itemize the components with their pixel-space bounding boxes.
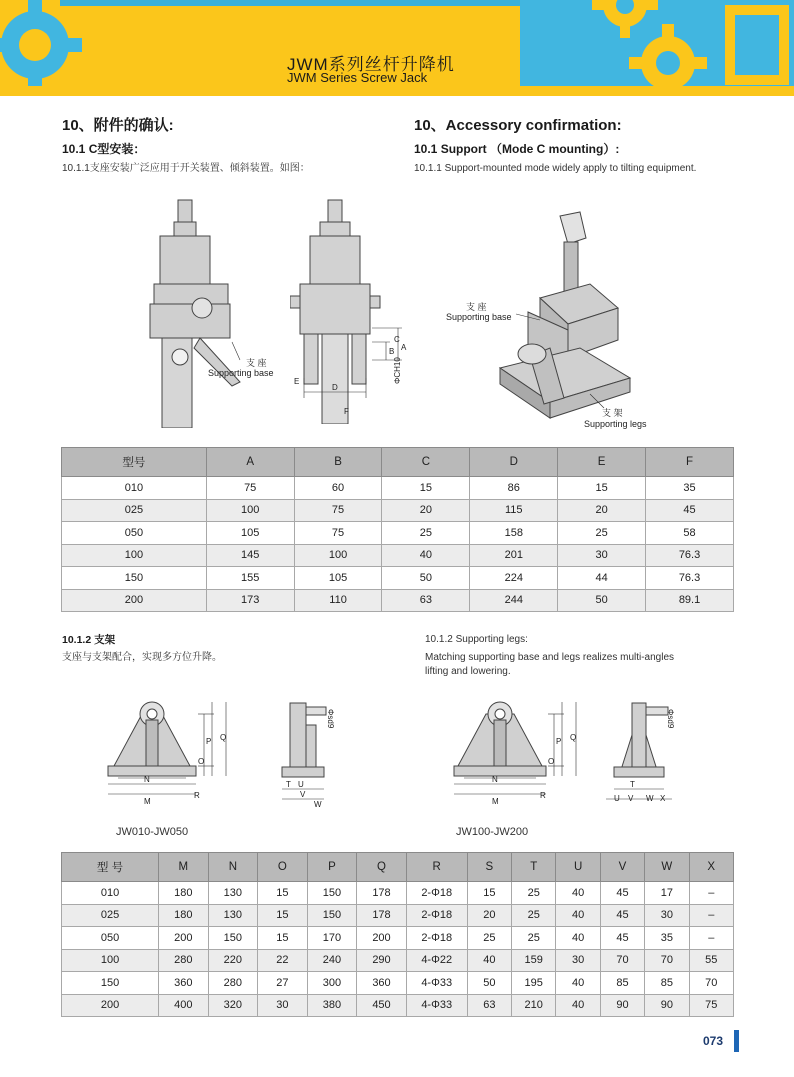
table-header-cell: M [159, 853, 209, 882]
table-cell: 200 [357, 927, 407, 950]
table-cell: 200 [62, 589, 207, 612]
table-row [62, 589, 734, 612]
table-cell: 4-Φ33 [406, 994, 467, 1017]
table-cell: 050 [62, 522, 207, 545]
table-cell: 30 [558, 544, 646, 567]
table-cell: 170 [307, 927, 357, 950]
table-cell: 280 [208, 972, 258, 995]
table-cell: 100 [206, 499, 294, 522]
table-cell: 15 [382, 477, 470, 500]
table-cell: 15 [258, 882, 308, 905]
legs-heading-en: 10.1.2 Supporting legs: [425, 634, 528, 645]
dim-c-label: C [394, 335, 400, 344]
table-cell: 30 [645, 904, 689, 927]
table-header-cell: E [558, 448, 646, 477]
table-cell: 90 [600, 994, 644, 1017]
table-cell: 150 [307, 904, 357, 927]
table-header-cell: D [470, 448, 558, 477]
table-cell: 89.1 [646, 589, 734, 612]
table-cell: 010 [62, 882, 159, 905]
leg-dim-m: M [144, 797, 151, 806]
table-cell: 25 [512, 882, 556, 905]
intro-text-zh: 10.1.1支座安装广泛应用于开关装置、倾斜装置。如图： [62, 163, 310, 174]
table-cell: 195 [512, 972, 556, 995]
table-cell: 200 [62, 994, 159, 1017]
table-cell: 100 [62, 544, 207, 567]
table-cell: 63 [382, 589, 470, 612]
legs-text-en-2: lifting and lowering. [425, 666, 511, 677]
table-cell: 40 [467, 949, 511, 972]
table-cell: 210 [512, 994, 556, 1017]
table-cell: 100 [294, 544, 382, 567]
table-cell: 40 [556, 994, 600, 1017]
leg-dim-w: W [314, 800, 322, 809]
screw-jack-side-view [140, 192, 290, 428]
table-header-row [62, 448, 734, 477]
table-cell: 100 [62, 949, 159, 972]
table-legs-dimensions [61, 852, 734, 1017]
leg-dim-t: T [630, 780, 635, 789]
table-header-cell: T [512, 853, 556, 882]
table-cell: 15 [258, 904, 308, 927]
table-row [62, 994, 734, 1017]
table-cell: 290 [357, 949, 407, 972]
leg-dim-phi: Φsd9 [326, 709, 335, 729]
table-cell: 2-Φ18 [406, 927, 467, 950]
table-cell: 300 [307, 972, 357, 995]
table-cell: 86 [470, 477, 558, 500]
table-header-cell: U [556, 853, 600, 882]
table-cell: 105 [206, 522, 294, 545]
leg-dim-n: N [144, 775, 150, 784]
section-heading-en: 10、Accessory confirmation: [414, 117, 622, 134]
table-cell: 75 [206, 477, 294, 500]
table-row [62, 567, 734, 590]
table-header-cell: 型号 [62, 448, 207, 477]
legs-front-view-small [102, 690, 242, 814]
table-cell: 145 [206, 544, 294, 567]
legs-side-view-large [602, 695, 692, 810]
table-cell: 20 [467, 904, 511, 927]
leg-dim-w: W [646, 794, 654, 803]
support-label-en: Supporting base [208, 368, 274, 378]
table-cell: 050 [62, 927, 159, 950]
table-header-cell: 型 号 [62, 853, 159, 882]
caption-right: JW100-JW200 [456, 826, 529, 838]
table-cell: 40 [556, 882, 600, 905]
table-cell: 200 [159, 927, 209, 950]
table-header-cell: B [294, 448, 382, 477]
table-cell: 50 [558, 589, 646, 612]
table-row [62, 544, 734, 567]
table-cell: 320 [208, 994, 258, 1017]
leg-dim-o: O [198, 757, 205, 766]
table-cell: 45 [600, 927, 644, 950]
table-cell: 224 [470, 567, 558, 590]
table-cell: 76.3 [646, 567, 734, 590]
leg-dim-m: M [492, 797, 499, 806]
iso-support-label-zh: 支 座 [466, 302, 487, 312]
table-cell: 55 [689, 949, 733, 972]
table-cell: 2-Φ18 [406, 882, 467, 905]
table-cell: 105 [294, 567, 382, 590]
table-cell: 180 [159, 904, 209, 927]
leg-dim-u: U [298, 780, 304, 789]
leg-dim-t: T [286, 780, 291, 789]
table-cell: 22 [258, 949, 308, 972]
table-header-cell: W [645, 853, 689, 882]
table-header-cell: N [208, 853, 258, 882]
table-header-row [62, 853, 734, 882]
table-row [62, 477, 734, 500]
leg-dim-x: X [660, 794, 666, 803]
table-cell: 173 [206, 589, 294, 612]
table-cell: 50 [382, 567, 470, 590]
table-cell: 115 [470, 499, 558, 522]
table-cell: 20 [382, 499, 470, 522]
screw-jack-isometric-view [440, 208, 690, 434]
table-cell: 40 [556, 904, 600, 927]
dim-a-label: A [401, 343, 407, 352]
banner-title-en: JWM Series Screw Jack [287, 70, 428, 85]
leg-dim-p: P [556, 737, 562, 746]
legs-front-view-large [450, 690, 590, 814]
table-cell: 70 [600, 949, 644, 972]
dim-e-label: E [294, 377, 300, 386]
table-support-dimensions [61, 447, 734, 612]
section-heading-zh: 10、附件的确认: [62, 117, 174, 134]
iso-support-label-en: Supporting base [446, 312, 512, 322]
table-cell: 85 [600, 972, 644, 995]
table-cell: – [689, 927, 733, 950]
table-cell: 76.3 [646, 544, 734, 567]
intro-text-en: 10.1.1 Support-mounted mode widely apply to tilting equipment. [414, 163, 697, 174]
table-cell: 155 [206, 567, 294, 590]
subheading-zh: 10.1 C型安装： [62, 142, 146, 156]
table-cell: 30 [556, 949, 600, 972]
banner-title-zh: JWM系列丝杆升降机 [287, 55, 455, 74]
table-cell: 360 [357, 972, 407, 995]
table-cell: 44 [558, 567, 646, 590]
table-cell: – [689, 904, 733, 927]
table-cell: 201 [470, 544, 558, 567]
table-cell: 178 [357, 904, 407, 927]
table-cell: 025 [62, 499, 207, 522]
table-cell: 4-Φ22 [406, 949, 467, 972]
table-cell: 25 [382, 522, 470, 545]
table-cell: 150 [307, 882, 357, 905]
table-cell: 178 [357, 882, 407, 905]
legs-heading-zh: 10.1.2 支架 [62, 634, 116, 646]
leg-dim-n: N [492, 775, 498, 784]
table-cell: 25 [512, 927, 556, 950]
table-cell: 85 [645, 972, 689, 995]
table-cell: 150 [208, 927, 258, 950]
leg-dim-q: Q [570, 733, 577, 742]
table-cell: 150 [62, 972, 159, 995]
table-cell: 45 [600, 904, 644, 927]
table-header-cell: R [406, 853, 467, 882]
table-cell: 35 [646, 477, 734, 500]
table-cell: 130 [208, 882, 258, 905]
gear-icon [0, 0, 90, 96]
table-cell: 180 [159, 882, 209, 905]
table-cell: 25 [558, 522, 646, 545]
dim-f-label: F [344, 407, 349, 416]
iso-legs-label-en: Supporting legs [584, 419, 647, 429]
table-cell: 130 [208, 904, 258, 927]
table-cell: 244 [470, 589, 558, 612]
table-cell: 4-Φ33 [406, 972, 467, 995]
table-header-cell: S [467, 853, 511, 882]
table-header-cell: Q [357, 853, 407, 882]
leg-dim-o: O [548, 757, 555, 766]
table-cell: 2-Φ18 [406, 904, 467, 927]
table-row [62, 904, 734, 927]
leg-dim-r: R [194, 791, 200, 800]
legs-side-view-small [270, 695, 345, 810]
table-cell: 15 [467, 882, 511, 905]
dim-phi-label: ΦCH10 [393, 357, 402, 384]
table-cell: 25 [512, 904, 556, 927]
table-cell: 360 [159, 972, 209, 995]
table-cell: 58 [646, 522, 734, 545]
table-row [62, 522, 734, 545]
table-cell: 15 [558, 477, 646, 500]
table-cell: 45 [600, 882, 644, 905]
screw-jack-front-view [290, 192, 410, 424]
leg-dim-p: P [206, 737, 212, 746]
table-cell: 158 [470, 522, 558, 545]
table-cell: 110 [294, 589, 382, 612]
table-cell: 240 [307, 949, 357, 972]
table-cell: 75 [689, 994, 733, 1017]
table-header-cell: X [689, 853, 733, 882]
header-banner [0, 0, 794, 96]
legs-text-en-1: Matching supporting base and legs realizes multi-angles [425, 652, 675, 663]
table-cell: 40 [556, 972, 600, 995]
table-cell: 70 [645, 949, 689, 972]
support-label-zh: 支 座 [246, 358, 267, 368]
page-number: 073 [703, 1034, 724, 1048]
iso-legs-label-zh: 支 架 [602, 408, 623, 418]
table-cell: 63 [467, 994, 511, 1017]
table-header-cell: C [382, 448, 470, 477]
table-cell: 159 [512, 949, 556, 972]
table-cell: 400 [159, 994, 209, 1017]
table-row [62, 927, 734, 950]
table-cell: 90 [645, 994, 689, 1017]
gear-icon [625, 20, 711, 96]
gear-icon [720, 0, 794, 96]
table-cell: 27 [258, 972, 308, 995]
leg-dim-phi: Φsd9 [666, 709, 675, 729]
table-cell: 150 [62, 567, 207, 590]
table-cell: 45 [646, 499, 734, 522]
table-cell: 60 [294, 477, 382, 500]
table-cell: 40 [556, 927, 600, 950]
table-cell: 20 [558, 499, 646, 522]
table-cell: 25 [467, 927, 511, 950]
table-cell: 35 [645, 927, 689, 950]
table-header-cell: O [258, 853, 308, 882]
table-cell: – [689, 882, 733, 905]
subheading-en: 10.1 Support （Mode C mounting）: [414, 142, 620, 156]
table-row [62, 972, 734, 995]
leg-dim-v: V [300, 790, 306, 799]
table-cell: 025 [62, 904, 159, 927]
table-row [62, 949, 734, 972]
table-cell: 220 [208, 949, 258, 972]
table-cell: 15 [258, 927, 308, 950]
table-row [62, 499, 734, 522]
table-cell: 450 [357, 994, 407, 1017]
table-header-cell: F [646, 448, 734, 477]
table-cell: 280 [159, 949, 209, 972]
caption-left: JW010-JW050 [116, 826, 189, 838]
dim-d-label: D [332, 383, 338, 392]
leg-dim-r: R [540, 791, 546, 800]
table-header-cell: P [307, 853, 357, 882]
table-header-cell: V [600, 853, 644, 882]
table-header-cell: A [206, 448, 294, 477]
leg-dim-v: V [628, 794, 634, 803]
table-cell: 50 [467, 972, 511, 995]
leg-dim-q: Q [220, 733, 227, 742]
table-cell: 010 [62, 477, 207, 500]
page-number-bar [734, 1030, 739, 1052]
table-cell: 380 [307, 994, 357, 1017]
leg-dim-u: U [614, 794, 620, 803]
table-cell: 17 [645, 882, 689, 905]
dim-b-label: B [389, 347, 395, 356]
legs-text-zh: 支座与支架配合，实现多方位升降。 [62, 652, 222, 663]
table-cell: 70 [689, 972, 733, 995]
table-cell: 75 [294, 522, 382, 545]
table-cell: 40 [382, 544, 470, 567]
table-row [62, 882, 734, 905]
table-cell: 30 [258, 994, 308, 1017]
table-cell: 75 [294, 499, 382, 522]
